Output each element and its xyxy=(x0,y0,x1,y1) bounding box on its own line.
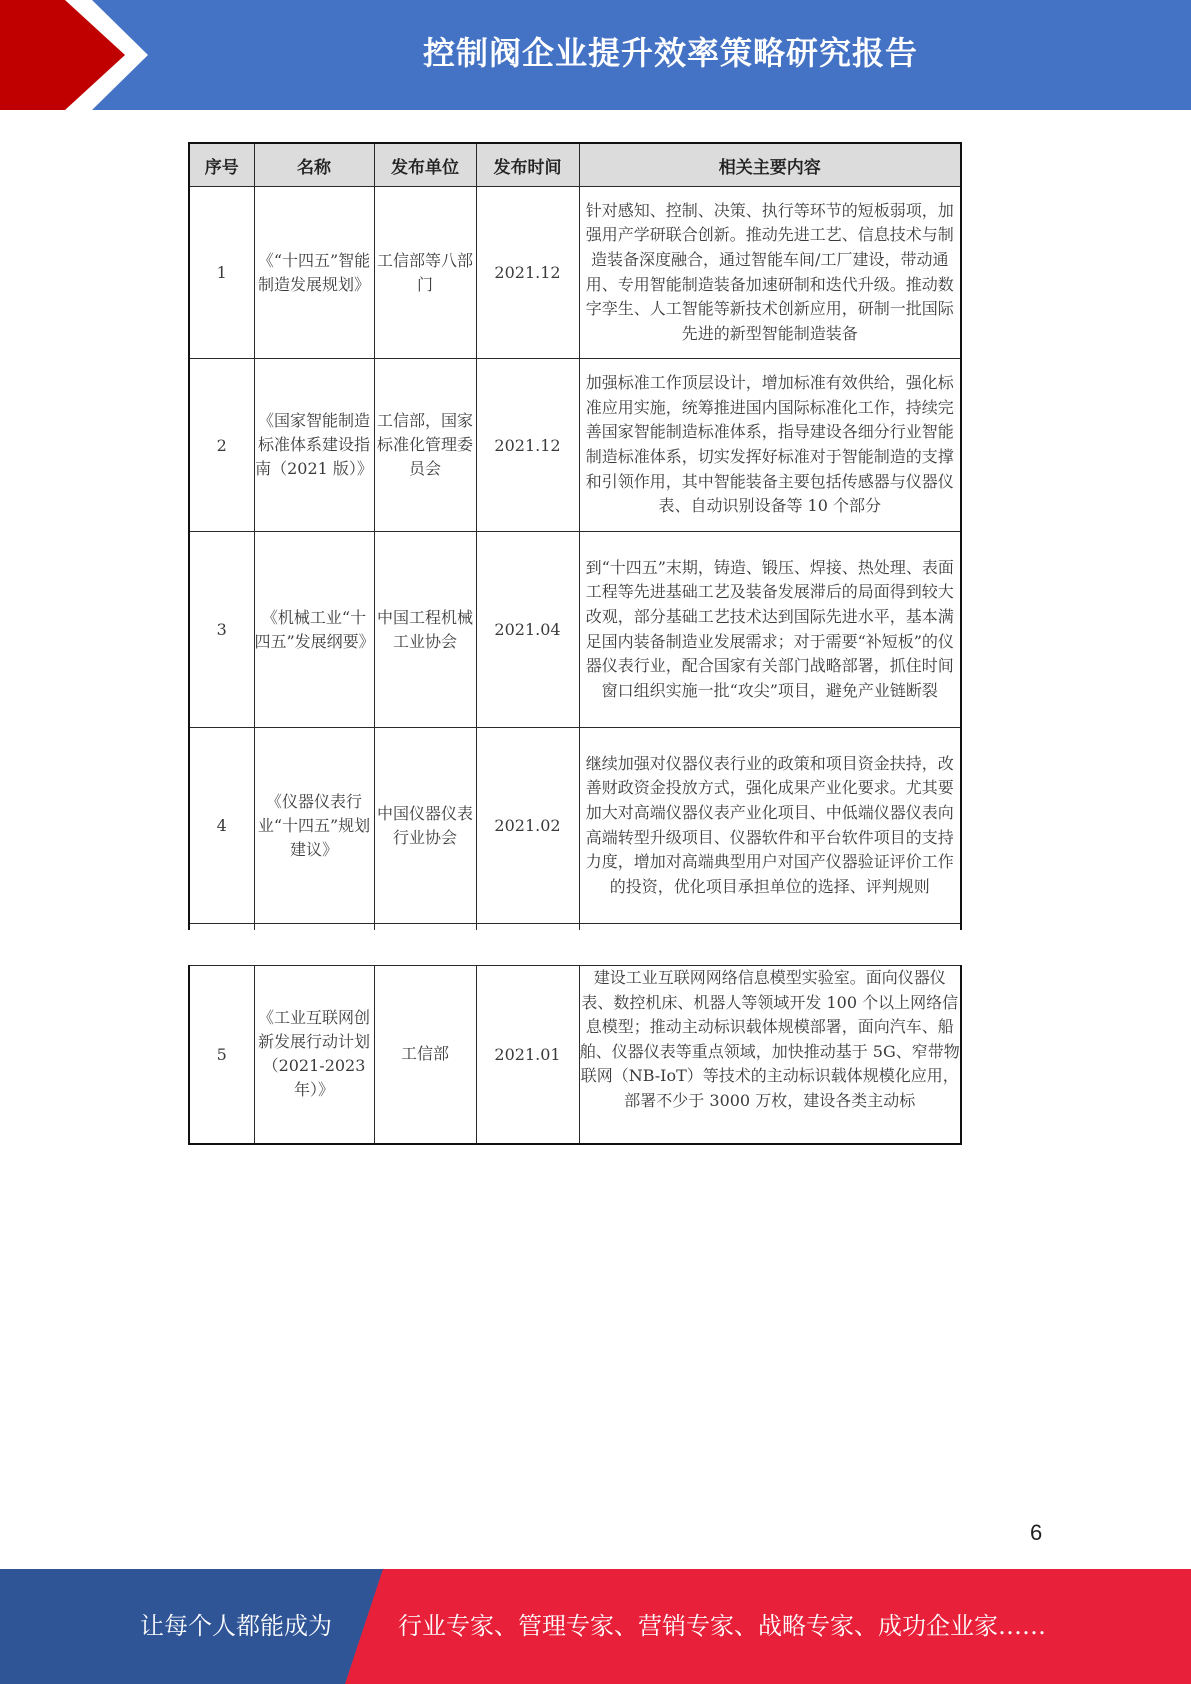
row-org: 中国工程机械工业协会 xyxy=(374,532,476,728)
row-date: 2021.04 xyxy=(476,532,579,728)
row-no: 3 xyxy=(189,532,254,728)
row-no: 4 xyxy=(189,728,254,924)
policy-table-continued xyxy=(188,965,962,1145)
row-date: 2021.01 xyxy=(476,966,579,1144)
row-org: 工信部等八部门 xyxy=(374,187,476,359)
policy-table xyxy=(188,142,962,930)
col-header-name: 名称 xyxy=(254,143,374,187)
col-header-content: 相关主要内容 xyxy=(579,143,961,187)
row-name: 《工业互联网创新发展行动计划（2021-2023 年）》 xyxy=(254,966,374,1144)
row-content: 继续加强对仪器仪表行业的政策和项目资金扶持，改善财政资金投放方式，强化成果产业化要求。尤其要加大对高端仪器仪表产业化项目、中低端仪器仪表向高端转型升级项目、仪器软件和平台软件项目的支持力度，增加对高端典型用户对国产仪器验证评价工作的投资，优化项目承担单位的选择、评判规则 xyxy=(579,728,961,924)
footer-slogan-right: 行业专家、管理专家、营销专家、战略专家、成功企业家…… xyxy=(398,1612,1046,1640)
page-footer xyxy=(0,1569,1191,1684)
table-row xyxy=(189,359,961,532)
page-number: 6 xyxy=(1030,1520,1043,1545)
table-header-row xyxy=(189,143,961,187)
row-name: 《仪器仪表行业“十四五”规划建议》 xyxy=(254,728,374,924)
row-org: 工信部 xyxy=(374,966,476,1144)
row-content: 到“十四五”末期，铸造、锻压、焊接、热处理、表面工程等先进基础工艺及装备发展滞后的局面得到较大改观，部分基础工艺技术达到国际先进水平，基本满足国内装备制造业发展需求；对于需要“补短板”的仪器仪表行业，配合国家有关部门战略部署，抓住时间窗口组织实施一批“攻尖”项目，避免产业链断裂 xyxy=(579,532,961,728)
row-org: 工信部，国家标准化管理委员会 xyxy=(374,359,476,532)
header-title: 控制阀企业提升效率策略研究报告 xyxy=(422,34,918,72)
row-content: 针对感知、控制、决策、执行等环节的短板弱项，加强用产学研联合创新。推动先进工艺、信息技术与制造装备深度融合，通过智能车间/工厂建设，带动通用、专用智能制造装备加速研制和迭代升级。推动数字孪生、人工智能等新技术创新应用，研制一批国际先进的新型智能制造装备 xyxy=(579,187,961,359)
col-header-org: 发布单位 xyxy=(374,143,476,187)
table-row xyxy=(189,728,961,924)
row-org: 中国仪器仪表行业协会 xyxy=(374,728,476,924)
table-row xyxy=(189,966,961,1144)
row-content: 建设工业互联网网络信息模型实验室。面向仪器仪表、数控机床、机器人等领域开发 100 个以上网络信息模型；推动主动标识载体规模部署，面向汽车、船舶、仪器仪表等重点领域，加快推动基于 5G、窄带物联网（NB-IoT）等技术的主动标识载体规模化应用，部署不少于 3000 万枚，建设各类主动标 xyxy=(579,966,961,1144)
row-no: 1 xyxy=(189,187,254,359)
row-name: 《机械工业“十四五”发展纲要》 xyxy=(254,532,374,728)
table-row xyxy=(189,532,961,728)
col-header-date: 发布时间 xyxy=(476,143,579,187)
row-name: 《国家智能制造标准体系建设指南（2021 版）》 xyxy=(254,359,374,532)
row-no: 5 xyxy=(189,966,254,1144)
row-date: 2021.12 xyxy=(476,187,579,359)
row-date: 2021.12 xyxy=(476,359,579,532)
row-content: 加强标准工作顶层设计，增加标准有效供给，强化标准应用实施，统筹推进国内国际标准化工作，持续完善国家智能制造标准体系，指导建设各细分行业智能制造标准体系，切实发挥好标准对于智能制造的支撑和引领作用，其中智能装备主要包括传感器与仪器仪表、自动识别设备等 10 个部分 xyxy=(579,359,961,532)
table-row xyxy=(189,187,961,359)
row-name: 《“十四五”智能制造发展规划》 xyxy=(254,187,374,359)
page-header xyxy=(0,0,1191,110)
row-date: 2021.02 xyxy=(476,728,579,924)
col-header-no: 序号 xyxy=(189,143,254,187)
table-cut-edge xyxy=(189,924,961,931)
footer-slogan-left: 让每个人都能成为 xyxy=(140,1612,332,1640)
row-no: 2 xyxy=(189,359,254,532)
